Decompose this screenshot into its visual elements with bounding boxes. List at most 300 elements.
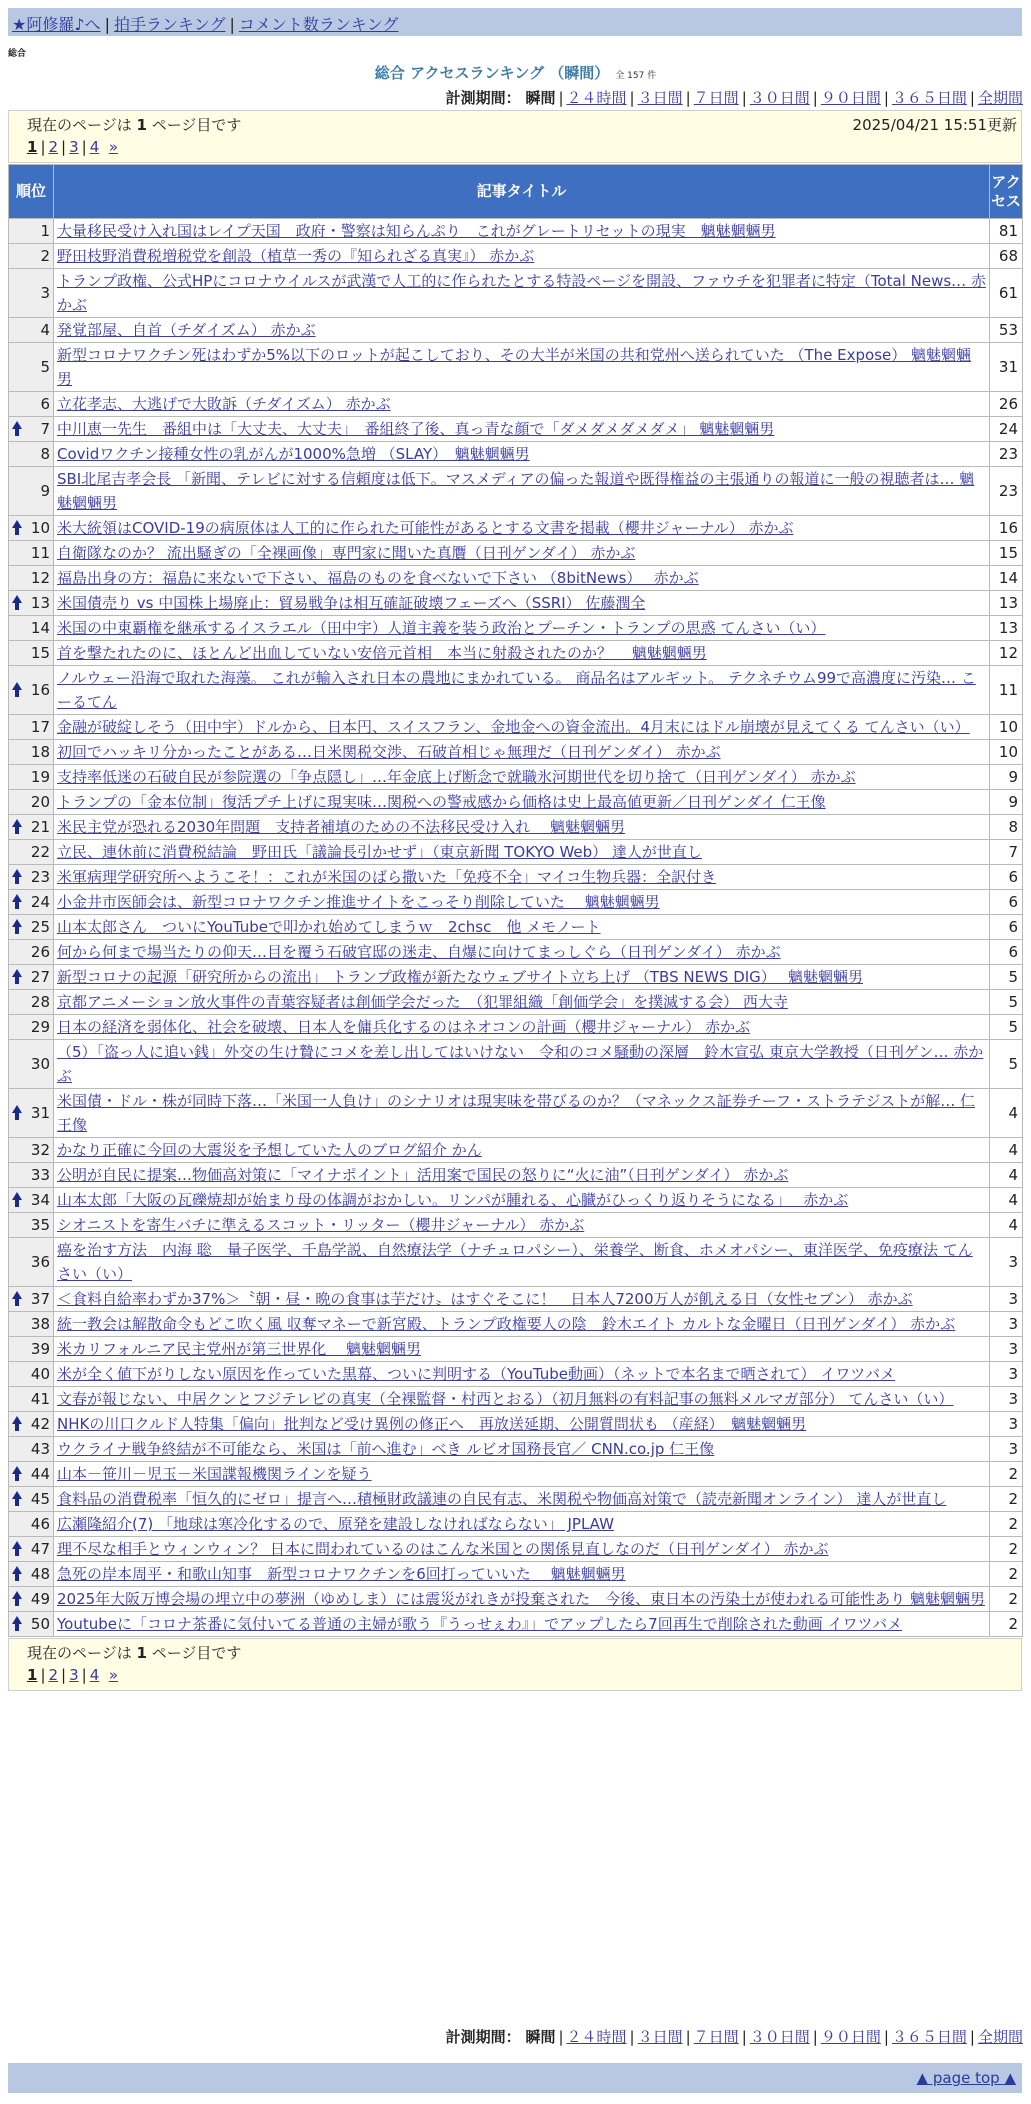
- rank-cell: [9, 666, 54, 715]
- rank-cell: [9, 1562, 54, 1587]
- article-title-link[interactable]: 急死の岸本周平・和歌山知事 新型コロナワクチンを6回打っていいた 魑魅魍魎男: [57, 1565, 626, 1583]
- title-cell: [54, 1437, 990, 1462]
- access-count: 2: [990, 1537, 1023, 1562]
- rank-number: 15: [30, 644, 50, 662]
- table-row: [9, 1312, 1023, 1337]
- page-top-link[interactable]: ▲ page top ▲: [916, 2069, 1016, 2087]
- access-count: 6: [990, 865, 1023, 890]
- rank-cell: [9, 442, 54, 467]
- rank-cell: [9, 915, 54, 940]
- rank-cell: [9, 516, 54, 541]
- title-cell: [54, 541, 990, 566]
- title-cell: [54, 1238, 990, 1287]
- access-count: 24: [990, 417, 1023, 442]
- access-count: 3: [990, 1362, 1023, 1387]
- table-row: [9, 541, 1023, 566]
- rank-number: 40: [30, 1365, 50, 1383]
- title-cell: [54, 417, 990, 442]
- access-count: 3: [990, 1287, 1023, 1312]
- table-row: [9, 1462, 1023, 1487]
- rank-cell: [9, 467, 54, 516]
- title-cell: [54, 1015, 990, 1040]
- rank-number: 8: [40, 445, 50, 463]
- access-count: 10: [990, 740, 1023, 765]
- table-row: [9, 1612, 1023, 1637]
- rank-cell: [9, 1612, 54, 1637]
- table-row: [9, 890, 1023, 915]
- rank-cell: [9, 219, 54, 244]
- article-title-link[interactable]: NHKの川口クルド人特集「偏向」批判など受け異例の修正へ 再放送延期、公開質問状も （産経） 魑魅魍魎男: [57, 1415, 807, 1433]
- article-title-link[interactable]: ウクライナ戦争終結が不可能なら、米国は「前へ進む」べき ルビオ国務長官／ CNN.co.jp 仁王像: [57, 1440, 715, 1458]
- rank-number: 9: [40, 482, 50, 500]
- table-row: [9, 1163, 1023, 1188]
- table-row: [9, 343, 1023, 392]
- rank-cell: [9, 591, 54, 616]
- rank-number: 3: [40, 284, 50, 302]
- article-title-link[interactable]: 米民主党が恐れる2030年問題 支持者補填のための不法移民受け入れ 魑魅魍魎男: [57, 818, 625, 836]
- access-count: 6: [990, 940, 1023, 965]
- title-cell: [54, 616, 990, 641]
- article-title-link[interactable]: 福島出身の方：福島に来ないで下さい、福島のものを食べないで下さい （8bitNews） 赤かぶ: [57, 569, 699, 587]
- period-link-3d[interactable]: ３日間: [637, 89, 683, 107]
- article-title-link[interactable]: 立民、連休前に消費税結論 野田氏「議論長引かせず」（東京新聞 TOKYO Web） 達人が世直し: [57, 843, 702, 861]
- table-row: [9, 641, 1023, 666]
- rank-cell: [9, 1163, 54, 1188]
- rank-cell: [9, 1188, 54, 1213]
- title-cell: [54, 1040, 990, 1089]
- rank-up-arrow-icon: [12, 1192, 22, 1208]
- title-cell: [54, 219, 990, 244]
- table-row: [9, 516, 1023, 541]
- rank-up-arrow-icon: [12, 1466, 22, 1482]
- access-count: 2: [990, 1612, 1023, 1637]
- article-title-link[interactable]: 小金井市医師会は、新型コロナワクチン推進サイトをこっそり削除していた 魑魅魍魎男: [57, 893, 660, 911]
- rank-cell: [9, 641, 54, 666]
- title-cell: [54, 1512, 990, 1537]
- access-count: 3: [990, 1312, 1023, 1337]
- rank-number: 10: [30, 519, 50, 537]
- rank-cell: [9, 990, 54, 1015]
- table-row: [9, 269, 1023, 318]
- title-cell: [54, 1587, 990, 1612]
- table-row: [9, 1337, 1023, 1362]
- access-count: 61: [990, 269, 1023, 318]
- rank-up-arrow-icon: [12, 894, 22, 910]
- rank-number: 28: [30, 993, 50, 1011]
- rank-number: 1: [40, 222, 50, 240]
- access-count: 8: [990, 815, 1023, 840]
- article-title-link[interactable]: Youtubeに「コロナ茶番に気付いてる普通の主婦が歌う『うっせぇわ』」でアップしたら7回再生で削除された動画 イワツバメ: [57, 1615, 903, 1633]
- rank-number: 50: [30, 1615, 50, 1633]
- rank-up-arrow-icon: [12, 1105, 22, 1121]
- article-title-link[interactable]: 大量移民受け入れ国はレイプ天国 政府・警察は知らんぷり これがグレートリセットの現実 魑魅魍魎男: [57, 222, 776, 240]
- rank-number: 23: [30, 868, 50, 886]
- rank-number: 33: [30, 1166, 50, 1184]
- rank-number: 17: [30, 718, 50, 736]
- rank-number: 47: [30, 1540, 50, 1558]
- nav-separator: |: [229, 15, 235, 34]
- article-title-link[interactable]: 米が全く値下がりしない原因を作っていた黒幕、ついに判明する（YouTube動画）（ネットで本名まで晒されて） イワツバメ: [57, 1365, 895, 1383]
- table-row: [9, 1287, 1023, 1312]
- title-cell: [54, 343, 990, 392]
- table-row: [9, 591, 1023, 616]
- access-count: 3: [990, 1437, 1023, 1462]
- page-link-4[interactable]: 4: [89, 138, 100, 156]
- period-link-24h[interactable]: ２４時間: [566, 2028, 627, 2046]
- period-link-7d[interactable]: ７日間: [693, 2028, 739, 2046]
- rank-number: 5: [40, 358, 50, 376]
- table-row: [9, 1387, 1023, 1412]
- rank-up-arrow-icon: [12, 919, 22, 935]
- period-link-30d[interactable]: ３０日間: [749, 2028, 810, 2046]
- rank-cell: [9, 1537, 54, 1562]
- table-row: [9, 740, 1023, 765]
- table-row: [9, 1487, 1023, 1512]
- article-title-link[interactable]: 米国債・ドル・株が同時下落…「米国一人負け」のシナリオは現実味を帯びるのか？（マネックス証券チーフ・ストラテジストが解… 仁王像: [57, 1092, 975, 1134]
- table-row: [9, 1089, 1023, 1138]
- rank-number: 44: [30, 1465, 50, 1483]
- title-cell: [54, 1487, 990, 1512]
- nav-link-comment-ranking[interactable]: コメント数ランキング: [238, 15, 399, 34]
- access-count: 5: [990, 990, 1023, 1015]
- title-cell: [54, 740, 990, 765]
- table-row: [9, 1412, 1023, 1437]
- access-count: 4: [990, 1163, 1023, 1188]
- rank-number: 22: [30, 843, 50, 861]
- period-link-all[interactable]: 全期間: [977, 89, 1023, 107]
- page-link-2[interactable]: 2: [48, 1666, 59, 1684]
- rank-number: 29: [30, 1018, 50, 1036]
- article-title-link[interactable]: 金融が破綻しそう（田中宇）ドルから、日本円、スイスフラン、金地金への資金流出。4月末にはドル崩壊が見えてくる てんさい（い）: [57, 718, 970, 736]
- period-selector-bottom: 計測期間： 瞬間 | ２４時間 | ３日間 | ７日間 | ３０日間 | ９０日間 | ３６５日間 | 全期間: [445, 2028, 1023, 2046]
- rank-number: 30: [30, 1055, 50, 1073]
- article-title-link[interactable]: 米大統領はCOVID-19の病原体は人工的に作られた可能性があるとする文書を掲載（櫻井ジャーナル） 赤かぶ: [57, 519, 794, 537]
- article-title-link[interactable]: 何から何まで場当たりの仰天…目を覆う石破官邸の迷走、自爆に向けてまっしぐら（日刊ゲンダイ） 赤かぶ: [57, 943, 781, 961]
- rank-cell: [9, 392, 54, 417]
- rank-up-arrow-icon: [12, 1416, 22, 1432]
- access-count: 3: [990, 1387, 1023, 1412]
- period-link-90d[interactable]: ９０日間: [820, 89, 881, 107]
- ranking-rows: [9, 219, 1023, 1637]
- rank-up-arrow-icon: [12, 1541, 22, 1557]
- rank-up-arrow-icon: [12, 421, 22, 437]
- rank-number: 46: [30, 1515, 50, 1533]
- header-access: アクセス: [990, 165, 1023, 219]
- table-row: [9, 715, 1023, 740]
- rank-cell: [9, 790, 54, 815]
- rank-cell: [9, 1238, 54, 1287]
- article-title-link[interactable]: 公明が自民に提案…物価高対策に「マイナポイント」活用案で国民の怒りに“火に油”（日刊ゲンダイ） 赤かぶ: [57, 1166, 789, 1184]
- rank-number: 20: [30, 793, 50, 811]
- rank-cell: [9, 1040, 54, 1089]
- article-title-link[interactable]: 癌を治す方法 内海 聡 量子医学、千島学説、自然療法学（ナチュロパシー）、栄養学、断食、ホメオパシー、東洋医学、免疫療法 てんさい（い）: [57, 1241, 973, 1283]
- rank-number: 41: [30, 1390, 50, 1408]
- rank-number: 48: [30, 1565, 50, 1583]
- article-title-link[interactable]: 広瀬隆紹介(7) 「地球は寒冷化するので、原発を建設しなければならない」 JPLAW: [57, 1515, 614, 1533]
- access-count: 11: [990, 666, 1023, 715]
- pager-top: [8, 110, 1022, 163]
- title-cell: [54, 269, 990, 318]
- updated-timestamp: 2025/04/21 15:51更新: [852, 116, 1017, 134]
- title-cell: [54, 865, 990, 890]
- article-title-link[interactable]: 理不尽な相手とウィンウィン？ 日本に問われているのはこんな米国との関係見直しなのだ（日刊ゲンダイ） 赤かぶ: [57, 1540, 829, 1558]
- table-row: [9, 392, 1023, 417]
- article-title-link[interactable]: Covidワクチン接種女性の乳がんが1000%急増 （SLAY） 魑魅魍魎男: [57, 445, 530, 463]
- rank-up-arrow-icon: [12, 969, 22, 985]
- rank-number: 43: [30, 1440, 50, 1458]
- rank-number: 14: [30, 619, 50, 637]
- table-row: [9, 915, 1023, 940]
- period-link-all[interactable]: 全期間: [977, 2028, 1023, 2046]
- title-cell: [54, 765, 990, 790]
- rank-number: 16: [30, 681, 50, 699]
- article-title-link[interactable]: 食料品の消費税率「恒久的にゼロ」提言へ…積極財政議連の自民有志、米関税や物価高対策で（読売新聞オンライン） 達人が世直し: [57, 1490, 947, 1508]
- title-cell: [54, 392, 990, 417]
- rank-number: 45: [30, 1490, 50, 1508]
- rank-cell: [9, 890, 54, 915]
- access-count: 6: [990, 915, 1023, 940]
- rank-cell: [9, 740, 54, 765]
- rank-number: 4: [40, 321, 50, 339]
- access-count: 53: [990, 318, 1023, 343]
- title-cell: [54, 1213, 990, 1238]
- table-row: [9, 318, 1023, 343]
- article-title-link[interactable]: トランプの「金本位制」復活プチ上げに現実味…関税への警戒感から価格は史上最高値更新／日刊ゲンダイ 仁王像: [57, 793, 826, 811]
- page-current: 1: [27, 1666, 38, 1684]
- title-cell: [54, 1089, 990, 1138]
- rank-cell: [9, 269, 54, 318]
- article-title-link[interactable]: 文春が報じない、中居クンとフジテレビの真実（全裸監督・村西とおる）（初月無料の有料記事の無料メルマガ部分） てんさい（い）: [57, 1390, 954, 1408]
- article-title-link[interactable]: 米国債売り vs 中国株上場廃止：貿易戦争は相互確証破壊フェーズへ（SSRI） 佐藤潤全: [57, 594, 646, 612]
- ranking-table: [8, 164, 1023, 1637]
- article-title-link[interactable]: トランプ政権、公式HPにコロナウイルスが武漢で人工的に作られたとする特設ページを開設、ファウチを犯罪者に特定（Total News… 赤かぶ: [57, 272, 986, 314]
- title-cell: [54, 318, 990, 343]
- rank-cell: [9, 244, 54, 269]
- table-row: [9, 1213, 1023, 1238]
- article-title-link[interactable]: 新型コロナワクチン死はわずか5%以下のロットが起こしており、その大半が米国の共和党州へ送られていた （The Expose） 魑魅魍魎男: [57, 346, 972, 388]
- rank-cell: [9, 1462, 54, 1487]
- rank-number: 11: [30, 544, 50, 562]
- rank-number: 13: [30, 594, 50, 612]
- rank-cell: [9, 1337, 54, 1362]
- period-label: 計測期間：: [445, 89, 521, 107]
- period-current: 瞬間: [525, 89, 556, 107]
- table-row: [9, 1188, 1023, 1213]
- rank-number: 49: [30, 1590, 50, 1608]
- title-cell: [54, 715, 990, 740]
- article-title-link[interactable]: 統一教会は解散命令もどこ吹く風 収奪マネーで新宮殿、トランプ政権要人の陰 鈴木エイト カルトな金曜日（日刊ゲンダイ） 赤かぶ: [57, 1315, 956, 1333]
- table-row: [9, 467, 1023, 516]
- article-title-link[interactable]: ノルウェー沿海で取れた海藻。 これが輸入され日本の農地にまかれている。 商品名はアルギット。 テクネチウム99で高濃度に汚染… こーるてん: [57, 669, 976, 711]
- rank-cell: [9, 1387, 54, 1412]
- title-cell: [54, 965, 990, 990]
- rank-up-arrow-icon: [12, 819, 22, 835]
- article-title-link[interactable]: 京都アニメーション放火事件の青葉容疑者は創価学会だった （犯罪組織「創価学会」を撲滅する会） 西大寺: [57, 993, 788, 1011]
- title-cell: [54, 1462, 990, 1487]
- period-current: 瞬間: [525, 2028, 556, 2046]
- access-count: 81: [990, 219, 1023, 244]
- page-link-2[interactable]: 2: [48, 138, 59, 156]
- table-row: [9, 1238, 1023, 1287]
- table-row: [9, 442, 1023, 467]
- title-cell: [54, 1412, 990, 1437]
- article-title-link[interactable]: 新型コロナの起源「研究所からの流出」 トランプ政権が新たなウェブサイト立ち上げ （TBS NEWS DIG） 魑魅魍魎男: [57, 968, 864, 986]
- access-count: 2: [990, 1462, 1023, 1487]
- access-count: 6: [990, 890, 1023, 915]
- article-title-link[interactable]: 自衛隊なのか？ 流出騒ぎの「全裸画像」専門家に聞いた真贋（日刊ゲンダイ） 赤かぶ: [57, 544, 636, 562]
- current-page-text: 現在のページは 1 ページ目です: [27, 116, 242, 134]
- rank-up-arrow-icon: [12, 1616, 22, 1632]
- page-link-3[interactable]: 3: [69, 138, 79, 156]
- rank-up-arrow-icon: [12, 595, 22, 611]
- article-title-link[interactable]: （5）「盗っ人に追い銭」外交の生け贄にコメを差し出してはいけない 令和のコメ騒動の深層 鈴木宣弘 東京大学教授（日刊ゲン… 赤かぶ: [57, 1043, 984, 1085]
- access-count: 12: [990, 641, 1023, 666]
- article-title-link[interactable]: ＜食料自給率わずか37%＞〝朝・昼・晩の食事は芋だけ〟はすぐそこに！ 日本人7200万人が飢える日（女性セブン） 赤かぶ: [57, 1290, 913, 1308]
- access-count: 68: [990, 244, 1023, 269]
- rank-number: 42: [30, 1415, 50, 1433]
- title-cell: [54, 1537, 990, 1562]
- title-cell: [54, 1188, 990, 1213]
- rank-cell: [9, 1213, 54, 1238]
- title-cell: [54, 1612, 990, 1637]
- rank-up-arrow-icon: [12, 869, 22, 885]
- title-cell: [54, 442, 990, 467]
- article-title-link[interactable]: 初回でハッキリ分かったことがある…日米関税交渉、石破首相じゃ無理だ（日刊ゲンダイ） 赤かぶ: [57, 743, 721, 761]
- access-count: 23: [990, 467, 1023, 516]
- access-count: 9: [990, 765, 1023, 790]
- table-row: [9, 566, 1023, 591]
- article-title-link[interactable]: 支持率低迷の石破自民が参院選の「争点隠し」…年金底上げ断念で就職氷河期世代を切り捨て（日刊ゲンダイ） 赤かぶ: [57, 768, 856, 786]
- access-count: 2: [990, 1487, 1023, 1512]
- access-count: 26: [990, 392, 1023, 417]
- rank-number: 26: [30, 943, 50, 961]
- access-count: 5: [990, 1040, 1023, 1089]
- rank-cell: [9, 1587, 54, 1612]
- rank-up-arrow-icon: [12, 682, 22, 698]
- access-count: 5: [990, 1015, 1023, 1040]
- table-row: [9, 1362, 1023, 1387]
- title-cell: [54, 840, 990, 865]
- title-cell: [54, 467, 990, 516]
- rank-cell: [9, 343, 54, 392]
- rank-cell: [9, 940, 54, 965]
- article-title-link[interactable]: 立花孝志、大逃げで大敗訴（チダイズム） 赤かぶ: [57, 395, 391, 413]
- article-title-link[interactable]: 山本太郎「大阪の瓦礫焼却が始まり母の体調がおかしい。リンパが腫れる、心臓がひっくり返りそうになる」 赤かぶ: [57, 1191, 849, 1209]
- period-link-90d[interactable]: ９０日間: [820, 2028, 881, 2046]
- title-cell: [54, 566, 990, 591]
- rank-number: 32: [30, 1141, 50, 1159]
- next-page-link[interactable]: »: [108, 138, 118, 156]
- access-count: 10: [990, 715, 1023, 740]
- period-link-7d[interactable]: ７日間: [693, 89, 739, 107]
- period-link-24h[interactable]: ２４時間: [566, 89, 627, 107]
- title-cell: [54, 1562, 990, 1587]
- rank-number: 24: [30, 893, 50, 911]
- access-count: 4: [990, 1089, 1023, 1138]
- title-cell: [54, 1287, 990, 1312]
- rank-number: 12: [30, 569, 50, 587]
- title-cell: [54, 915, 990, 940]
- access-count: 15: [990, 541, 1023, 566]
- article-title-link[interactable]: 2025年大阪万博会場の埋立中の夢洲（ゆめしま）には震災がれきが投棄された 今後、東日本の汚染土が使われる可能性あり 魑魅魍魎男: [57, 1590, 985, 1608]
- rank-number: 2: [40, 247, 50, 265]
- ranking-title: [0, 62, 1031, 83]
- table-row: [9, 417, 1023, 442]
- article-title-link[interactable]: 日本の経済を弱体化、社会を破壊、日本人を傭兵化するのはネオコンの計画（櫻井ジャーナル） 赤かぶ: [57, 1018, 751, 1036]
- period-link-3d[interactable]: ３日間: [637, 2028, 683, 2046]
- access-count: 3: [990, 1412, 1023, 1437]
- rank-number: 38: [30, 1315, 50, 1333]
- header-rank: 順位: [9, 165, 54, 219]
- article-title-link[interactable]: 米国の中東覇権を継承するイスラエル（田中宇）人道主義を装う政治とプーチン・トランプの思惑 てんさい（い）: [57, 619, 826, 637]
- rank-up-arrow-icon: [12, 520, 22, 536]
- article-title-link[interactable]: 発覚部屋、自首（チダイズム） 赤かぶ: [57, 321, 316, 339]
- article-title-link[interactable]: 野田枝野消費税増税党を創設（植草一秀の『知られざる真実』） 赤かぶ: [57, 247, 535, 265]
- table-row: [9, 616, 1023, 641]
- article-title-link[interactable]: 山本太郎さん ついにYouTubeで叩かれ始めてしまうｗ 2chsc 他 メモノート: [57, 918, 601, 936]
- article-title-link[interactable]: かなり正確に今回の大震災を予想していた人のブログ紹介 かん: [57, 1141, 482, 1159]
- title-cell: [54, 641, 990, 666]
- title-cell: [54, 890, 990, 915]
- access-count: 4: [990, 1213, 1023, 1238]
- rank-cell: [9, 616, 54, 641]
- title-cell: [54, 1362, 990, 1387]
- table-row: [9, 940, 1023, 965]
- table-row: [9, 666, 1023, 715]
- period-link-365d[interactable]: ３６５日間: [891, 89, 967, 107]
- section-label: 総合: [8, 49, 27, 59]
- pager-bottom: [8, 1638, 1022, 1691]
- article-title-link[interactable]: 米軍病理学研究所へようこそ！：これが米国のばら撒いた「免疫不全」マイコ生物兵器：全訳付き: [57, 868, 717, 886]
- rank-cell: [9, 815, 54, 840]
- page-link-3[interactable]: 3: [69, 1666, 79, 1684]
- title-cell: [54, 815, 990, 840]
- table-row: [9, 244, 1023, 269]
- rank-cell: [9, 541, 54, 566]
- access-count: 2: [990, 1512, 1023, 1537]
- rank-number: 35: [30, 1216, 50, 1234]
- access-count: 9: [990, 790, 1023, 815]
- table-row: [9, 1437, 1023, 1462]
- article-title-link[interactable]: 首を撃たれたのに、ほとんど出血していない安倍元首相 本当に射殺されたのか？ 魑魅魍魎男: [57, 644, 707, 662]
- rank-cell: [9, 865, 54, 890]
- nav-link-applause-ranking[interactable]: 拍手ランキング: [113, 15, 226, 34]
- period-link-365d[interactable]: ３６５日間: [891, 2028, 967, 2046]
- article-title-link[interactable]: 山本－笹川－児玉－米国諜報機関ラインを疑う: [57, 1465, 372, 1483]
- next-page-link[interactable]: »: [108, 1666, 118, 1684]
- rank-number: 19: [30, 768, 50, 786]
- rank-cell: [9, 765, 54, 790]
- article-title-link[interactable]: SBI北尾吉孝会長 「新聞、テレビに対する信頼度は低下。マスメディアの偏った報道や既得権益の主張通りの報道に一般の視聴者は… 魑魅魍魎男: [57, 470, 975, 512]
- access-count: 14: [990, 566, 1023, 591]
- article-title-link[interactable]: 中川恵一先生 番組中は「大丈夫、大丈夫」 番組終了後、真っ青な顔で「ダメダメダメダメ」 魑魅魍魎男: [57, 420, 775, 438]
- page-link-4[interactable]: 4: [89, 1666, 100, 1684]
- rank-cell: [9, 318, 54, 343]
- period-link-30d[interactable]: ３０日間: [749, 89, 810, 107]
- article-title-link[interactable]: シオニストを寄生バチに準えるスコット・リッター（櫻井ジャーナル） 赤かぶ: [57, 1216, 585, 1234]
- table-row: [9, 219, 1023, 244]
- period-label: 計測期間：: [445, 2028, 521, 2046]
- access-count: 4: [990, 1188, 1023, 1213]
- nav-link-asyura[interactable]: ★阿修羅♪へ: [12, 15, 101, 34]
- title-cell: [54, 666, 990, 715]
- table-row: [9, 840, 1023, 865]
- rank-cell: [9, 965, 54, 990]
- article-title-link[interactable]: 米カリフォルニア民主党州が第三世界化 魑魅魍魎男: [57, 1340, 422, 1358]
- rank-number: 31: [30, 1104, 50, 1122]
- rank-up-arrow-icon: [12, 1566, 22, 1582]
- access-count: 5: [990, 965, 1023, 990]
